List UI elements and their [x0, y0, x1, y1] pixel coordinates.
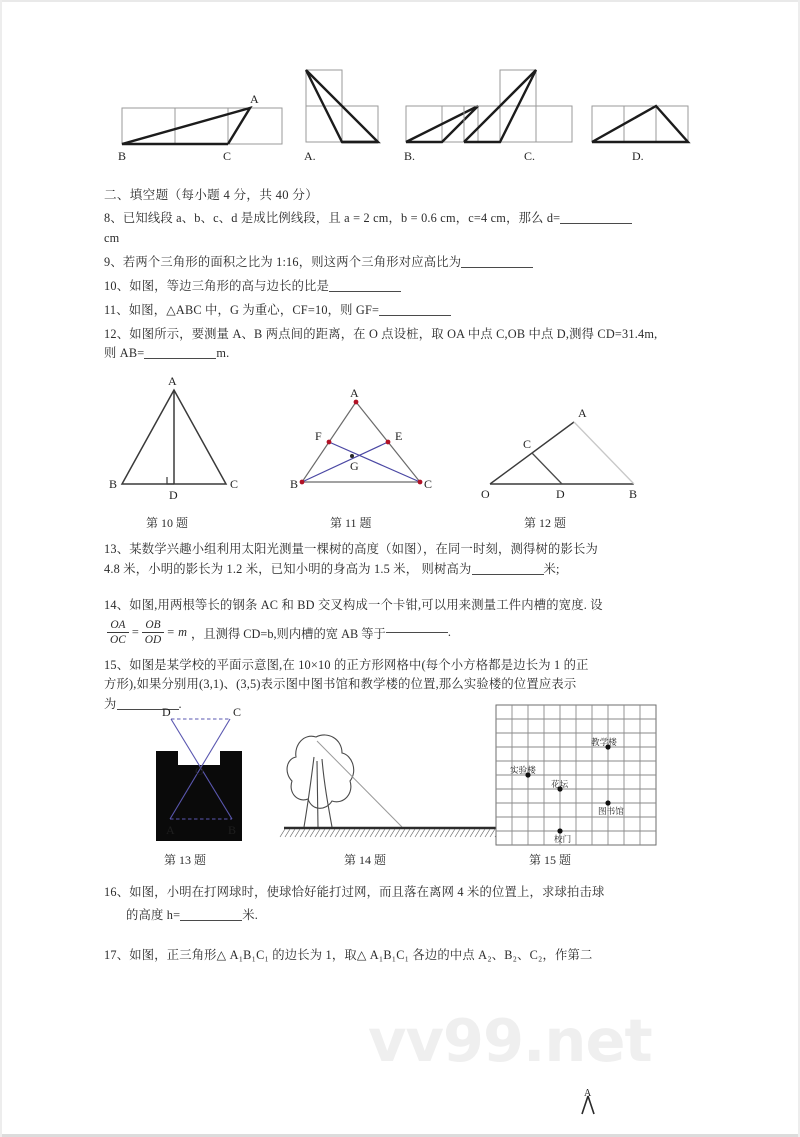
question-15-period: .: [178, 697, 182, 712]
question-11-number: 11、: [104, 302, 129, 317]
question-16-unit: 米.: [242, 908, 259, 923]
figure-11-label-B: B: [290, 477, 299, 492]
question-9: [104, 253, 696, 273]
fraction-oa-numerator: OA: [110, 619, 126, 632]
figure-10: [122, 390, 226, 484]
figure-10-label-D: D: [169, 488, 178, 503]
question-15-line1: 如图是某学校的平面示意图,在 10×10 的正方形网格中(每个小方格都是边长为 1 的正: [129, 657, 589, 672]
figure-12-label-D: D: [556, 487, 565, 502]
watermark: vv99.net: [368, 1006, 652, 1075]
caption-fig-10: 第 10 题: [146, 516, 189, 531]
figure-12-label-O: O: [481, 487, 490, 502]
figure-11-label-F: F: [315, 429, 322, 444]
question-14-blank[interactable]: [386, 632, 448, 633]
marker-label-library: 图书馆: [598, 806, 624, 817]
fraction-ob-numerator: OB: [145, 619, 161, 632]
marker-dot-library: [605, 801, 610, 806]
question-11-text: 如图，△ABC 中，G 为重心，CF=10，则 GF=: [128, 302, 380, 317]
marker-label-teaching-building: 教学楼: [591, 737, 617, 748]
figures-row-1-svg: [104, 372, 696, 514]
choice-figures-row: [104, 58, 696, 170]
caption-fig-11: 第 11 题: [330, 516, 372, 531]
question-12-blank[interactable]: [144, 358, 216, 359]
fraction-equals-1: =: [131, 625, 139, 640]
question-12: [104, 325, 696, 345]
question-15-number: 15、: [104, 657, 130, 672]
caption-fig-12: 第 12 题: [524, 516, 567, 531]
question-12-line2: [104, 344, 696, 364]
question-8-unit: cm: [104, 230, 120, 245]
question-12-text: 如图所示，要测量 A、B 两点间的距离，在 O 点设桩，取 OA 中点 C,OB 中点 D,测得 CD=31.4m,: [129, 326, 658, 341]
figure-12-label-A: A: [578, 406, 587, 421]
figure-13-label-C: C: [233, 705, 242, 720]
question-11-blank[interactable]: [379, 315, 451, 316]
question-10-number: 10、: [104, 278, 130, 293]
question-13-line1: 某数学兴趣小组利用太阳光测量一棵树的高度（如图），在同一时刻，测得树的影长为: [129, 542, 598, 557]
question-11: [104, 301, 696, 321]
question-13-blank[interactable]: [472, 574, 544, 575]
figure-10-label-A: A: [168, 374, 177, 389]
question-12-unit: m.: [216, 346, 230, 361]
question-17-number: 17、: [104, 948, 130, 963]
fraction-value-m: m: [178, 625, 188, 640]
question-15-line3-text: 为: [104, 697, 117, 712]
question-13: [104, 540, 696, 560]
question-14-line1: 如图,用两根等长的钢条 AC 和 BD 交叉构成一个卡钳,可以用来测量工件内槽的宽度. 设: [129, 598, 603, 613]
figure-12-label-C: C: [523, 437, 532, 452]
fraction-oa-oc: [107, 618, 129, 648]
caption-fig-15: 第 15 题: [529, 853, 572, 868]
caption-fig-14: 第 14 题: [344, 853, 387, 868]
figure-13-label-B: B: [228, 823, 237, 838]
question-13-line2: [104, 560, 696, 580]
figure-13-label-D: D: [162, 705, 171, 720]
figures-row-2: [104, 701, 696, 851]
choice-label-B: B.: [404, 149, 416, 163]
question-14-period: .: [447, 625, 451, 640]
figure-12: [490, 422, 634, 484]
question-14: [104, 596, 696, 616]
figures-row-2-svg: [104, 701, 696, 851]
figure-11-label-E: E: [395, 429, 403, 444]
question-13-unit: 米;: [543, 562, 560, 577]
question-13-line2-text: 4.8 米，小明的影长为 1.2 米，已知小明的身高为 1.5 米， 则树高为: [104, 562, 472, 577]
choice-figures-svg: [104, 58, 696, 170]
question-15: [104, 656, 696, 676]
choice-label-C: C.: [524, 149, 536, 163]
question-16-line1: 如图，小明在打网球时，使球恰好能打过网，而且落在离网 4 米的位置上，求球拍击球: [129, 885, 605, 900]
page-content: [104, 0, 696, 966]
fraction-equals-2: =: [167, 625, 175, 640]
captions-row-1: [104, 514, 696, 536]
question-10-text: 如图，等边三角形的高与边长的比是: [129, 278, 330, 293]
figure-11-label-C: C: [424, 477, 433, 492]
question-16-blank[interactable]: [180, 920, 242, 921]
figure-13-label-O: O: [195, 764, 204, 779]
question-10-blank[interactable]: [329, 291, 401, 292]
question-8: [104, 209, 696, 229]
marker-dot-school-gate: [557, 829, 562, 834]
figures-row-1: [104, 372, 696, 514]
question-9-blank[interactable]: [461, 267, 533, 268]
question-16-number: 16、: [104, 885, 130, 900]
question-17-vertex-label: A: [584, 1088, 592, 1099]
figure-11-label-A: A: [350, 386, 359, 401]
marker-label-flower-bed: 花坛: [551, 779, 569, 790]
figure-13-label-A: A: [166, 823, 175, 838]
question-14-tail: ，且测得 CD=b,则内槽的宽 AB 等于: [191, 626, 386, 641]
page-edge-left: [0, 0, 2, 1137]
question-16: [104, 883, 696, 903]
question-9-number: 9、: [104, 254, 123, 269]
choice-label-D: D.: [632, 149, 644, 163]
figure-10-label-B: B: [109, 477, 118, 492]
question-13-number: 13、: [104, 542, 130, 557]
choice-label-A: A.: [304, 149, 316, 163]
question-12-line2-text: 则 AB=: [104, 346, 145, 361]
question-15-line2: 方形),如果分别用(3,1)、(3,5)表示图中图书馆和教学楼的位置,那么实验楼的位置应表示: [104, 677, 577, 692]
figure-13: [156, 705, 242, 841]
figure-11-label-G: G: [350, 459, 359, 474]
question-14-line2: [104, 618, 696, 648]
marker-label-school-gate: 校门: [554, 834, 572, 845]
question-8-text: 已知线段 a、b、c、d 是成比例线段，且 a = 2 cm，b = 0.6 cm，c=4 cm，那么 d=: [122, 211, 561, 225]
figure-15: [496, 705, 656, 845]
main-figure-label-A: A: [250, 92, 259, 106]
question-17-partial-figure: [558, 1088, 618, 1128]
main-figure-label-B: B: [118, 149, 127, 163]
captions-row-2: [104, 851, 696, 873]
question-9-text: 若两个三角形的面积之比为 1:16，则这两个三角形对应高比为: [122, 254, 462, 269]
marker-label-lab-building: 实验楼: [510, 765, 536, 776]
fraction-od-denominator: OD: [142, 632, 164, 647]
figure-10-label-C: C: [230, 477, 239, 492]
fraction-oc-denominator: OC: [107, 632, 129, 647]
question-10: [104, 277, 696, 297]
question-14-number: 14、: [104, 598, 130, 613]
question-16-line2: [104, 906, 696, 926]
question-17: [104, 946, 696, 966]
fraction-ob-od: [142, 618, 164, 648]
question-17-line1: 如图，正三角形△ A₁B₁C₁ 的边长为 1，取△ A₁B₁C₁ 各边的中点 A₂、B₂、C₂，作第二: [129, 948, 593, 963]
figure-12-label-B: B: [629, 487, 638, 502]
main-figure-label-C: C: [223, 149, 232, 163]
question-12-number: 12、: [104, 326, 130, 341]
question-8-number: 8、: [104, 211, 123, 225]
section-heading: 二、填空题（每小题 4 分，共 40 分）: [104, 188, 319, 202]
question-8-blank[interactable]: [560, 223, 632, 224]
caption-fig-13: 第 13 题: [164, 853, 207, 868]
question-16-line2-text: 的高度 h=: [126, 908, 181, 923]
